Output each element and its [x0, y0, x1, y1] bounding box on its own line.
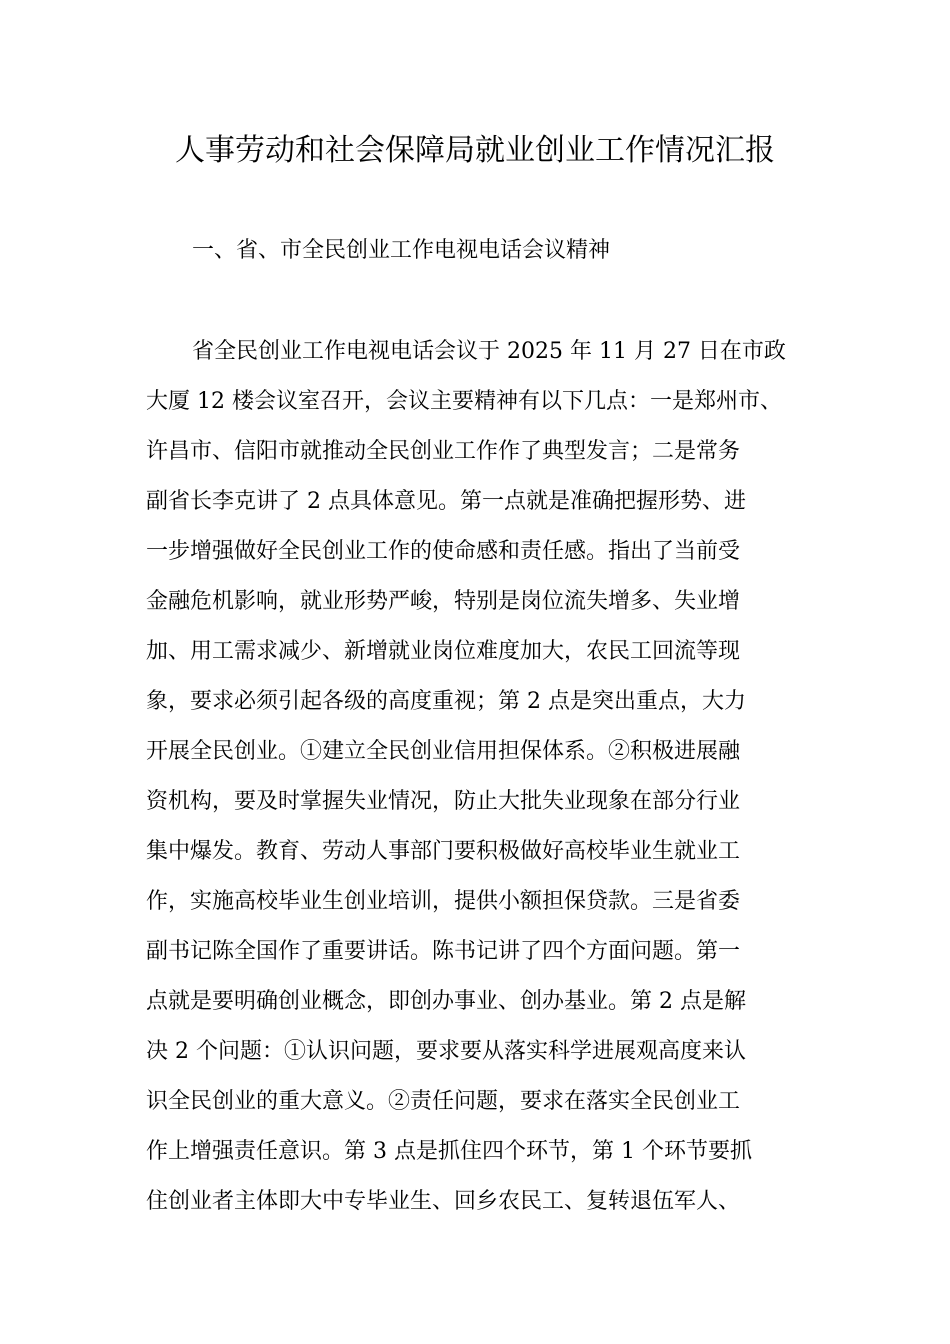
paragraph-line: 加、用工需求减少、新增就业岗位难度加大，农民工回流等现: [146, 639, 741, 664]
paragraph-line: 点就是要明确创业概念，即创办事业、创办基业。第 2 点是解: [146, 989, 746, 1014]
paragraph-line: 作上增强责任意识。第 3 点是抓住四个环节，第 1 个环节要抓: [146, 1139, 752, 1164]
paragraph-line: 住创业者主体即大中专毕业生、回乡农民工、复转退伍军人、: [146, 1189, 741, 1214]
paragraph-line: 集中爆发。教育、劳动人事部门要积极做好高校毕业生就业工: [146, 839, 741, 864]
document-title: 人事劳动和社会保障局就业创业工作情况汇报: [175, 133, 775, 168]
paragraph-line: 决 2 个问题：①认识问题，要求要从落实科学进展观高度来认: [146, 1039, 746, 1064]
section-heading: 一、省、市全民创业工作电视电话会议精神: [192, 238, 611, 263]
paragraph-line: 许昌市、信阳市就推动全民创业工作作了典型发言；二是常务: [146, 439, 741, 464]
paragraph-line: 金融危机影响，就业形势严峻，特别是岗位流失增多、失业增: [146, 589, 741, 614]
paragraph-line: 大厦 12 楼会议室召开，会议主要精神有以下几点：一是郑州市、: [146, 389, 782, 414]
paragraph-line: 副书记陈全国作了重要讲话。陈书记讲了四个方面问题。第一: [146, 939, 741, 964]
paragraph-line: 识全民创业的重大意义。②责任问题，要求在落实全民创业工: [146, 1089, 741, 1114]
paragraph-line: 作，实施高校毕业生创业培训，提供小额担保贷款。三是省委: [146, 889, 741, 914]
body-paragraph: [146, 332, 826, 1232]
paragraph-line: 省全民创业工作电视电话会议于 2025 年 11 月 27 日在市政: [192, 339, 786, 364]
paragraph-line: 资机构，要及时掌握失业情况，防止大批失业现象在部分行业: [146, 789, 741, 814]
paragraph-line: 象，要求必须引起各级的高度重视；第 2 点是突出重点，大力: [146, 689, 746, 714]
paragraph-line: 开展全民创业。①建立全民创业信用担保体系。②积极进展融: [146, 739, 741, 764]
paragraph-line: 副省长李克讲了 2 点具体意见。第一点就是准确把握形势、进: [146, 489, 746, 514]
paragraph-line: 一步增强做好全民创业工作的使命感和责任感。指出了当前受: [146, 539, 741, 564]
